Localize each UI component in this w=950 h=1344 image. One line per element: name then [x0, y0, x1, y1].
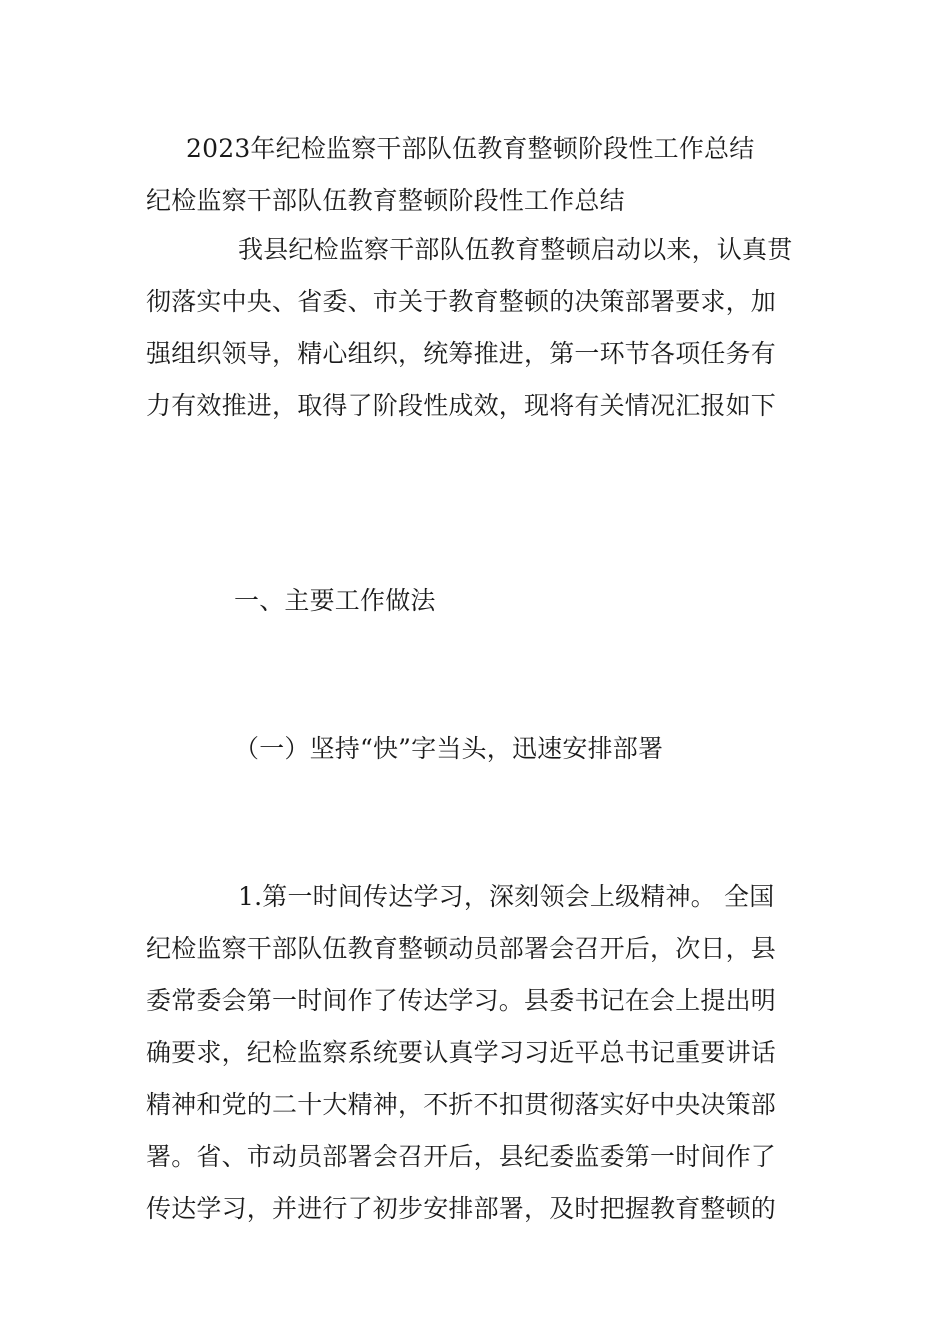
- subsection-heading: （一）坚持“快”字当头，迅速安排部署: [234, 734, 664, 763]
- item-line: 委常委会第一时间作了传达学习。县委书记在会上提出明: [146, 986, 777, 1015]
- intro-line: 力有效推进，取得了阶段性成效，现将有关情况汇报如下: [146, 391, 777, 420]
- item-line: 传达学习，并进行了初步安排部署，及时把握教育整顿的: [146, 1194, 777, 1223]
- item-line: 确要求，纪检监察系统要认真学习习近平总书记重要讲话: [146, 1038, 777, 1067]
- item-line: 精神和党的二十大精神，不折不扣贯彻落实好中央决策部: [146, 1090, 777, 1119]
- item-line: 署。省、市动员部署会召开后，县纪委监委第一时间作了: [146, 1142, 777, 1171]
- document-subtitle: 纪检监察干部队伍教育整顿阶段性工作总结: [146, 186, 625, 215]
- intro-line: 我县纪检监察干部队伍教育整顿启动以来，认真贯: [238, 235, 793, 264]
- item-line: 纪检监察干部队伍教育整顿动员部署会召开后，次日，县: [146, 934, 777, 963]
- section-heading: 一、主要工作做法: [234, 586, 436, 615]
- intro-line: 彻落实中央、省委、市关于教育整顿的决策部署要求，加: [146, 287, 777, 316]
- document-title: 2023年纪检监察干部队伍教育整顿阶段性工作总结: [186, 134, 755, 163]
- item-line: 1.第一时间传达学习，深刻领会上级精神。 全国: [238, 882, 775, 911]
- intro-line: 强组织领导，精心组织，统筹推进，第一环节各项任务有: [146, 339, 777, 368]
